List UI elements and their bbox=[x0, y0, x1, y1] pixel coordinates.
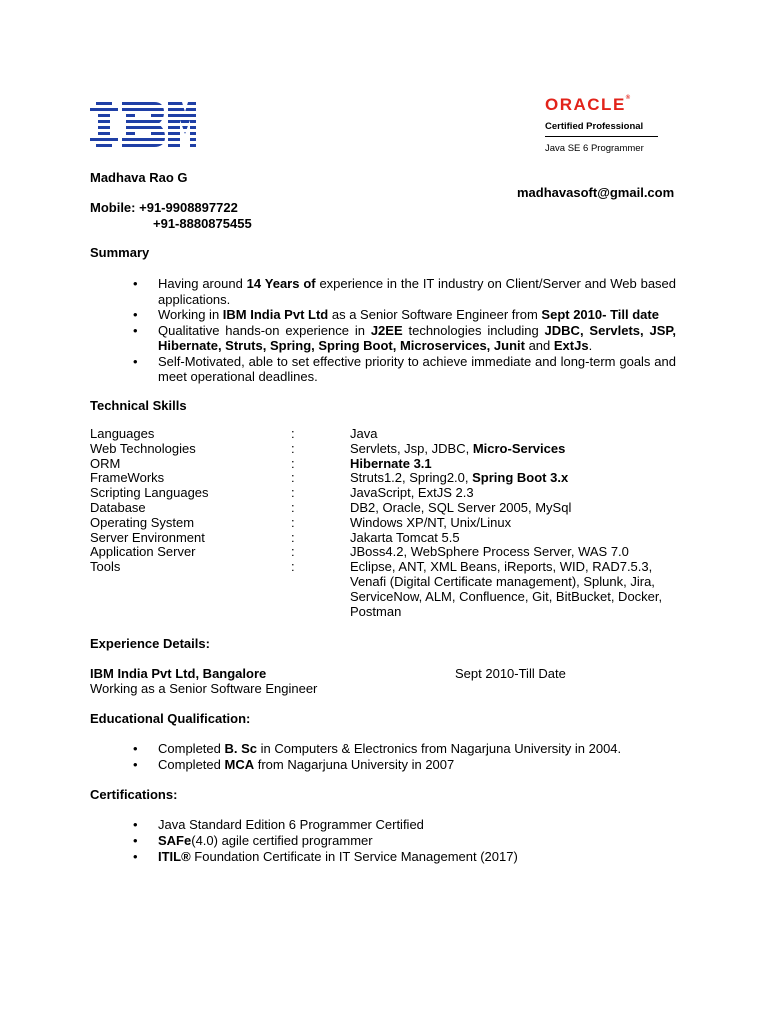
mobile-number-1: +91-9908897722 bbox=[139, 200, 238, 215]
summary-item: • Qualitative hands-on experience in J2EE technologies including JDBC, Servlets, JSP, Hibernate, Struts, Spring, Spring Boot, Microservices, Junit and ExtJs. bbox=[133, 322, 676, 353]
skill-row: Operating System : Windows XP/NT, Unix/Linux bbox=[90, 514, 512, 530]
oracle-program-label: Java SE 6 Programmer bbox=[545, 143, 644, 154]
experience-period: Sept 2010-Till Date bbox=[455, 666, 566, 681]
email-address: madhavasoft@gmail.com bbox=[517, 185, 675, 200]
skill-row: Scripting Languages : JavaScript, ExtJS 2.3 bbox=[90, 485, 474, 501]
company-name: IBM India Pvt Ltd bbox=[90, 666, 196, 681]
mobile-line-1 bbox=[90, 200, 238, 215]
education-item: • Completed B. Sc in Computers & Electronics from Nagarjuna University in 2004. bbox=[133, 741, 622, 756]
oracle-brand: ORACLE bbox=[545, 95, 626, 114]
summary-item: • Having around 14 Years of experience in the IT industry on Client/Server and Web based applications. bbox=[133, 276, 677, 307]
skill-row: Tools : Eclipse, ANT, XML Beans, iReports, WID, RAD7.5.3, Venafi (Digital Certificate management), Splunk, Jira, ServiceNow, ALM, Confluence, Git, BitBucket, Docker, Postman bbox=[90, 559, 663, 619]
certification-item: • Java Standard Edition 6 Programmer Certified bbox=[133, 817, 424, 832]
skill-row: Application Server : JBoss4.2, WebSphere Process Server, WAS 7.0 bbox=[90, 544, 629, 560]
mobile-label: Mobile: bbox=[90, 200, 136, 215]
oracle-certification-logo bbox=[545, 95, 660, 154]
certifications-heading: Certifications: bbox=[90, 787, 178, 802]
certifications-list bbox=[133, 817, 678, 865]
skill-row: Web Technologies : Servlets, Jsp, JDBC, Micro-Services bbox=[90, 440, 566, 456]
education-heading: Educational Qualification: bbox=[90, 711, 251, 726]
summary-heading: Summary bbox=[90, 245, 150, 260]
skill-row: Languages : Java bbox=[90, 426, 378, 441]
registered-mark: ® bbox=[625, 95, 632, 101]
company-location: , Bangalore bbox=[195, 666, 267, 681]
experience-role: Working as a Senior Software Engineer bbox=[90, 681, 318, 696]
certification-item: • SAFe(4.0) agile certified programmer bbox=[133, 833, 373, 848]
skill-row: Server Environment : Jakarta Tomcat 5.5 bbox=[90, 529, 460, 545]
oracle-certified-label: Certified Professional bbox=[545, 121, 658, 137]
education-item: • Completed MCA from Nagarjuna University in 2007 bbox=[133, 757, 455, 772]
skill-row: Database : DB2, Oracle, SQL Server 2005, MySql bbox=[90, 499, 572, 515]
skill-row: FrameWorks : Struts1.2, Spring2.0, Spring Boot 3.x bbox=[90, 470, 569, 486]
summary-item: • Self-Motivated, able to set effective priority to achieve immediate and long-term goals and meet operational deadlines. bbox=[133, 353, 676, 384]
skills-heading: Technical Skills bbox=[90, 398, 187, 413]
certification-item: • ITIL® Foundation Certificate in IT Service Management (2017) bbox=[133, 849, 518, 864]
summary-item: • Working in IBM India Pvt Ltd as a Senior Software Engineer from Sept 2010- Till date bbox=[133, 307, 659, 322]
summary-list bbox=[133, 276, 677, 385]
experience-company-line bbox=[90, 666, 266, 681]
experience-heading: Experience Details: bbox=[90, 636, 210, 651]
ibm-logo-icon bbox=[90, 102, 196, 148]
education-list bbox=[133, 741, 678, 773]
candidate-name: Madhava Rao G bbox=[90, 170, 188, 185]
skills-table bbox=[90, 427, 680, 619]
skill-row: ORM : Hibernate 3.1 bbox=[90, 455, 432, 471]
mobile-number-2: +91-8880875455 bbox=[153, 216, 252, 231]
